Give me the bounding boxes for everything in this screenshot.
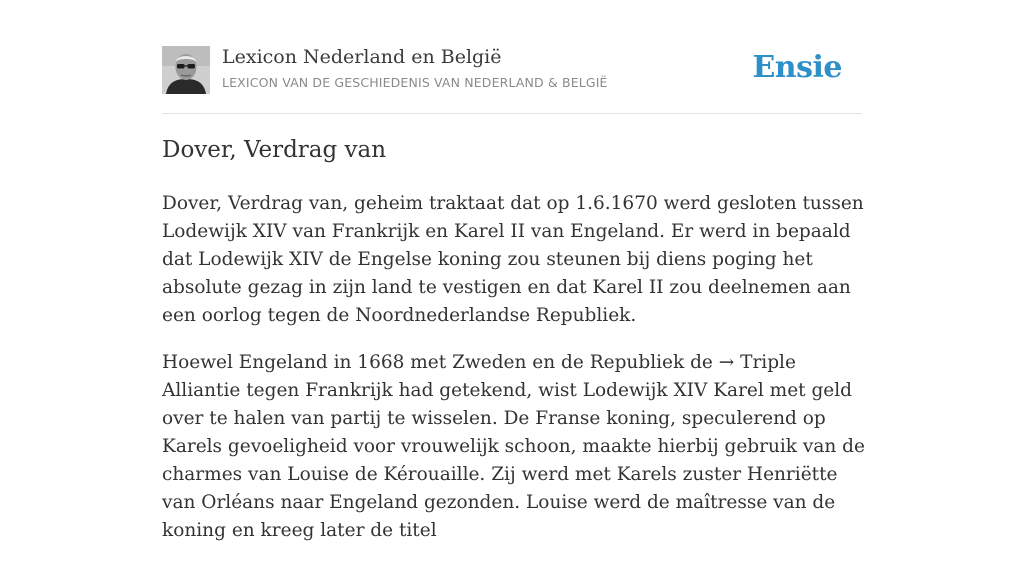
entry-title: Dover, Verdrag van	[162, 137, 387, 163]
entry-body	[162, 190, 867, 564]
ensie-logo[interactable]: Ensie	[752, 50, 842, 85]
paragraph-text: tegen Frankrijk had getekend, wist Lodewijk XIV Karel met geld over te halen van partij te wisselen. De Franse koning, speculerend op Karels gevoeligheid voor vrouwelijk schoon, maakte hierbij gebruik van de charmes van Louise de Kérouaille. Zij werd met Karels zuster Henriëtte van Orléans naar Engeland gezonden. Louise werd de maîtresse van de koning en kreeg later de titel	[162, 380, 865, 541]
header-divider	[162, 113, 862, 114]
author-avatar[interactable]	[162, 46, 210, 94]
avatar-portrait-icon	[162, 46, 210, 94]
cross-reference-link-triple-alliantie[interactable]: → Triple Alliantie	[162, 352, 796, 401]
source-header	[162, 46, 862, 114]
entry-paragraph	[162, 349, 867, 545]
entry-paragraph: Dover, Verdrag van, geheim traktaat dat op 1.6.1670 werd gesloten tussen Lodewijk XIV van Frankrijk en Karel II van Engeland. Er werd in bepaald dat Lodewijk XIV de Engelse koning zou steunen bij diens poging het absolute gezag in zijn land te vestigen en dat Karel II zou deelnemen aan een oorlog tegen de Noordnederlandse Republiek.	[162, 193, 864, 326]
paragraph-text: Hoewel Engeland in 1668 met Zweden en de Republiek de	[162, 352, 719, 373]
source-subtitle: LEXICON VAN DE GESCHIEDENIS VAN NEDERLAND & BELGIË	[222, 75, 608, 90]
source-title-link[interactable]: Lexicon Nederland en België	[222, 46, 502, 68]
